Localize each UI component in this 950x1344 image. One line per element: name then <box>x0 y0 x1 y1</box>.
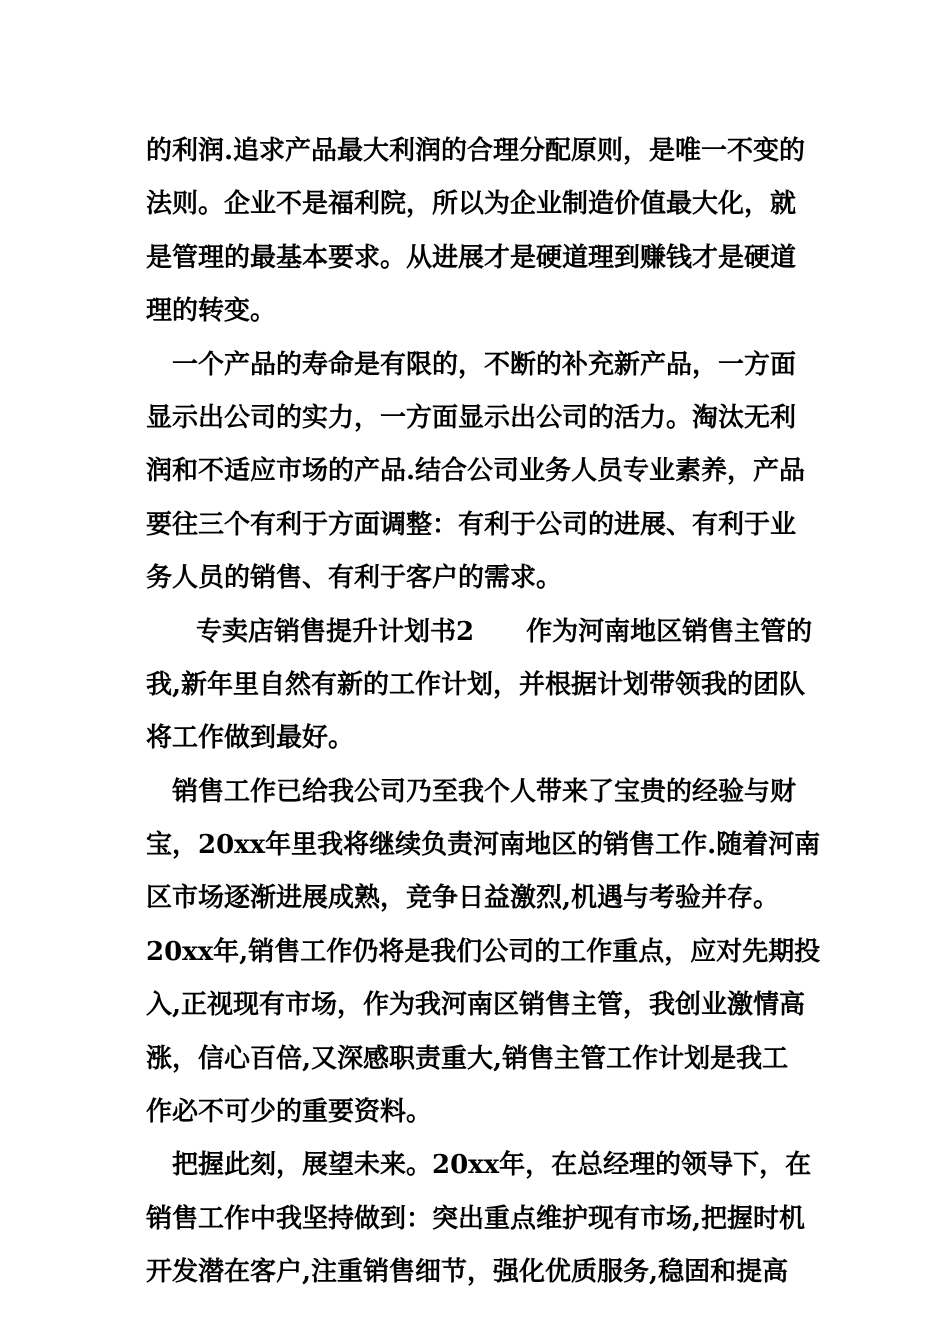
text-line: 销售工作中我坚持做到：突出重点维护现有市场,把握时机 <box>146 1203 806 1234</box>
text-line: 法则。企业不是福利院，所以为企业制造价值最大化，就 <box>146 189 797 220</box>
text-line: 开发潜在客户,注重销售细节，强化优质服务,稳固和提高 <box>146 1257 789 1288</box>
text-line <box>146 606 816 659</box>
section-heading: 专卖店销售提升计划书2 <box>196 616 475 647</box>
paragraph-sales-work <box>146 766 821 1140</box>
text-line: 我,新年里自然有新的工作计划，并根据计划带领我的团队 <box>146 669 806 700</box>
text-line: 宝，20xx年里我将继续负责河南地区的销售工作.随着河南 <box>146 830 821 861</box>
text-line: 的利润.追求产品最大利润的合理分配原则，是唯一不变的 <box>146 136 806 166</box>
text-line: 是管理的最基本要求。从进展才是硬道理到赚钱才是硬道 <box>146 242 797 273</box>
document-body <box>146 125 821 1300</box>
text-line: 润和不适应市场的产品.结合公司业务人员专业素养，产品 <box>146 456 806 487</box>
paragraph-product-life <box>146 339 816 606</box>
paragraph-profit <box>146 125 816 339</box>
paragraph-plan-heading <box>146 606 816 766</box>
paragraph-outlook <box>146 1139 816 1299</box>
text-line: 20xx年,销售工作仍将是我们公司的工作重点，应对先期投 <box>146 936 821 967</box>
text-line: 作必不可少的重要资料。 <box>146 1097 433 1128</box>
text-line: 销售工作已给我公司乃至我个人带来了宝贵的经验与财 <box>172 776 797 807</box>
text-line: 显示出公司的实力，一方面显示出公司的活力。淘汰无利 <box>146 402 797 433</box>
text-line: 区市场逐渐进展成熟，竞争日益激烈,机遇与考验并存。 <box>146 883 780 914</box>
text-line: 把握此刻，展望未来。20xx年，在总经理的领导下，在 <box>172 1150 812 1181</box>
text-line: 入,正视现有市场，作为我河南区销售主管，我创业激情高 <box>146 990 806 1021</box>
text-line: 理的转变。 <box>146 296 277 327</box>
text-line: 一个产品的寿命是有限的，不断的补充新产品，一方面 <box>172 349 797 380</box>
heading-tail: 作为河南地区销售主管的 <box>526 616 813 647</box>
text-line: 将工作做到最好。 <box>146 723 355 754</box>
text-line: 务人员的销售、有利于客户的需求。 <box>146 563 563 594</box>
text-line: 涨，信心百倍,又深感职责重大,销售主管工作计划是我工 <box>146 1043 789 1074</box>
text-line: 要往三个有利于方面调整：有利于公司的进展、有利于业 <box>146 509 797 540</box>
